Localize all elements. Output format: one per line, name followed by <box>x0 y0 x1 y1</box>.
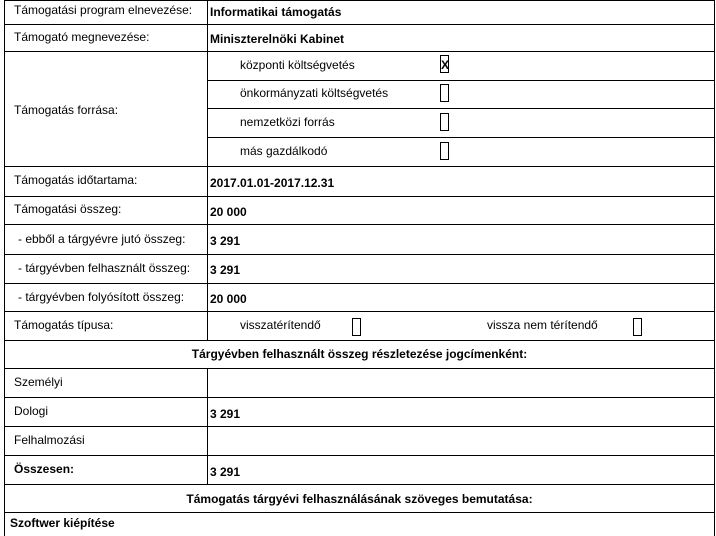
duration-value: 2017.01.01-2017.12.31 <box>210 176 335 190</box>
sponsor-value: Miniszterelnöki Kabinet <box>210 32 345 46</box>
source-option-checkbox[interactable] <box>440 113 449 131</box>
breakdown-value: 3 291 <box>210 407 241 421</box>
source-option-label: más gazdálkodó <box>240 144 328 158</box>
amount-value: 20 000 <box>210 205 247 219</box>
support-form-sheet <box>4 0 715 536</box>
source-option-checkbox[interactable] <box>440 84 449 102</box>
rule <box>4 196 715 197</box>
breakdown-label: Felhalmozási <box>14 433 85 447</box>
rule <box>207 80 715 81</box>
rule <box>207 368 208 484</box>
paid-label: - tárgyévben folyósított összeg: <box>18 290 185 304</box>
rule <box>4 455 715 456</box>
type-label: Támogatás típusa: <box>14 318 114 332</box>
description-text: Szoftwer kiépítése <box>10 516 115 530</box>
source-option-label: nemzetközi forrás <box>240 115 335 129</box>
year-share-value: 3 291 <box>210 234 241 248</box>
program-label: Támogatási program elnevezése: <box>14 3 193 17</box>
rule <box>714 0 715 536</box>
breakdown-label: Dologi <box>14 404 49 418</box>
type-option-label: vissza nem térítendő <box>487 318 598 332</box>
source-option-checkbox[interactable]: X <box>440 55 449 73</box>
type-option-checkbox[interactable] <box>352 318 361 336</box>
rule <box>4 166 715 167</box>
source-label: Támogatás forrása: <box>14 103 119 117</box>
breakdown-label: Személyi <box>14 375 63 389</box>
rule <box>4 340 715 341</box>
rule <box>4 24 715 25</box>
rule <box>207 137 715 138</box>
rule <box>4 368 715 369</box>
rule <box>4 397 715 398</box>
rule <box>4 0 715 1</box>
total-label: Összesen: <box>14 462 75 476</box>
program-value: Informatikai támogatás <box>210 5 342 19</box>
year-share-label: - ebből a tárgyévre jutó összeg: <box>18 232 186 246</box>
rule <box>4 254 715 255</box>
rule <box>4 311 715 312</box>
sponsor-label: Támogató megnevezése: <box>14 30 150 44</box>
used-value: 3 291 <box>210 263 241 277</box>
source-option-label: önkormányzati költségvetés <box>240 86 389 100</box>
amount-label: Támogatási összeg: <box>14 202 122 216</box>
source-option-checkbox[interactable] <box>440 142 449 160</box>
total-value: 3 291 <box>210 465 241 479</box>
type-option-label: visszatérítendő <box>240 318 321 332</box>
rule <box>4 484 715 485</box>
rule <box>207 108 715 109</box>
used-label: - tárgyévben felhasznált összeg: <box>18 261 191 275</box>
type-option-checkbox[interactable] <box>633 318 642 336</box>
rule <box>207 0 208 340</box>
rule <box>4 51 715 52</box>
rule <box>4 224 715 225</box>
rule <box>4 512 715 513</box>
description-heading: Támogatás tárgyévi felhasználásának szöveges bemutatása: <box>186 492 533 506</box>
duration-label: Támogatás időtartama: <box>14 173 138 187</box>
paid-value: 20 000 <box>210 292 247 306</box>
rule <box>4 426 715 427</box>
rule <box>4 0 5 536</box>
rule <box>4 283 715 284</box>
breakdown-heading: Tárgyévben felhasznált összeg részletezése jogcímenként: <box>191 347 528 361</box>
source-option-label: központi költségvetés <box>240 58 355 72</box>
